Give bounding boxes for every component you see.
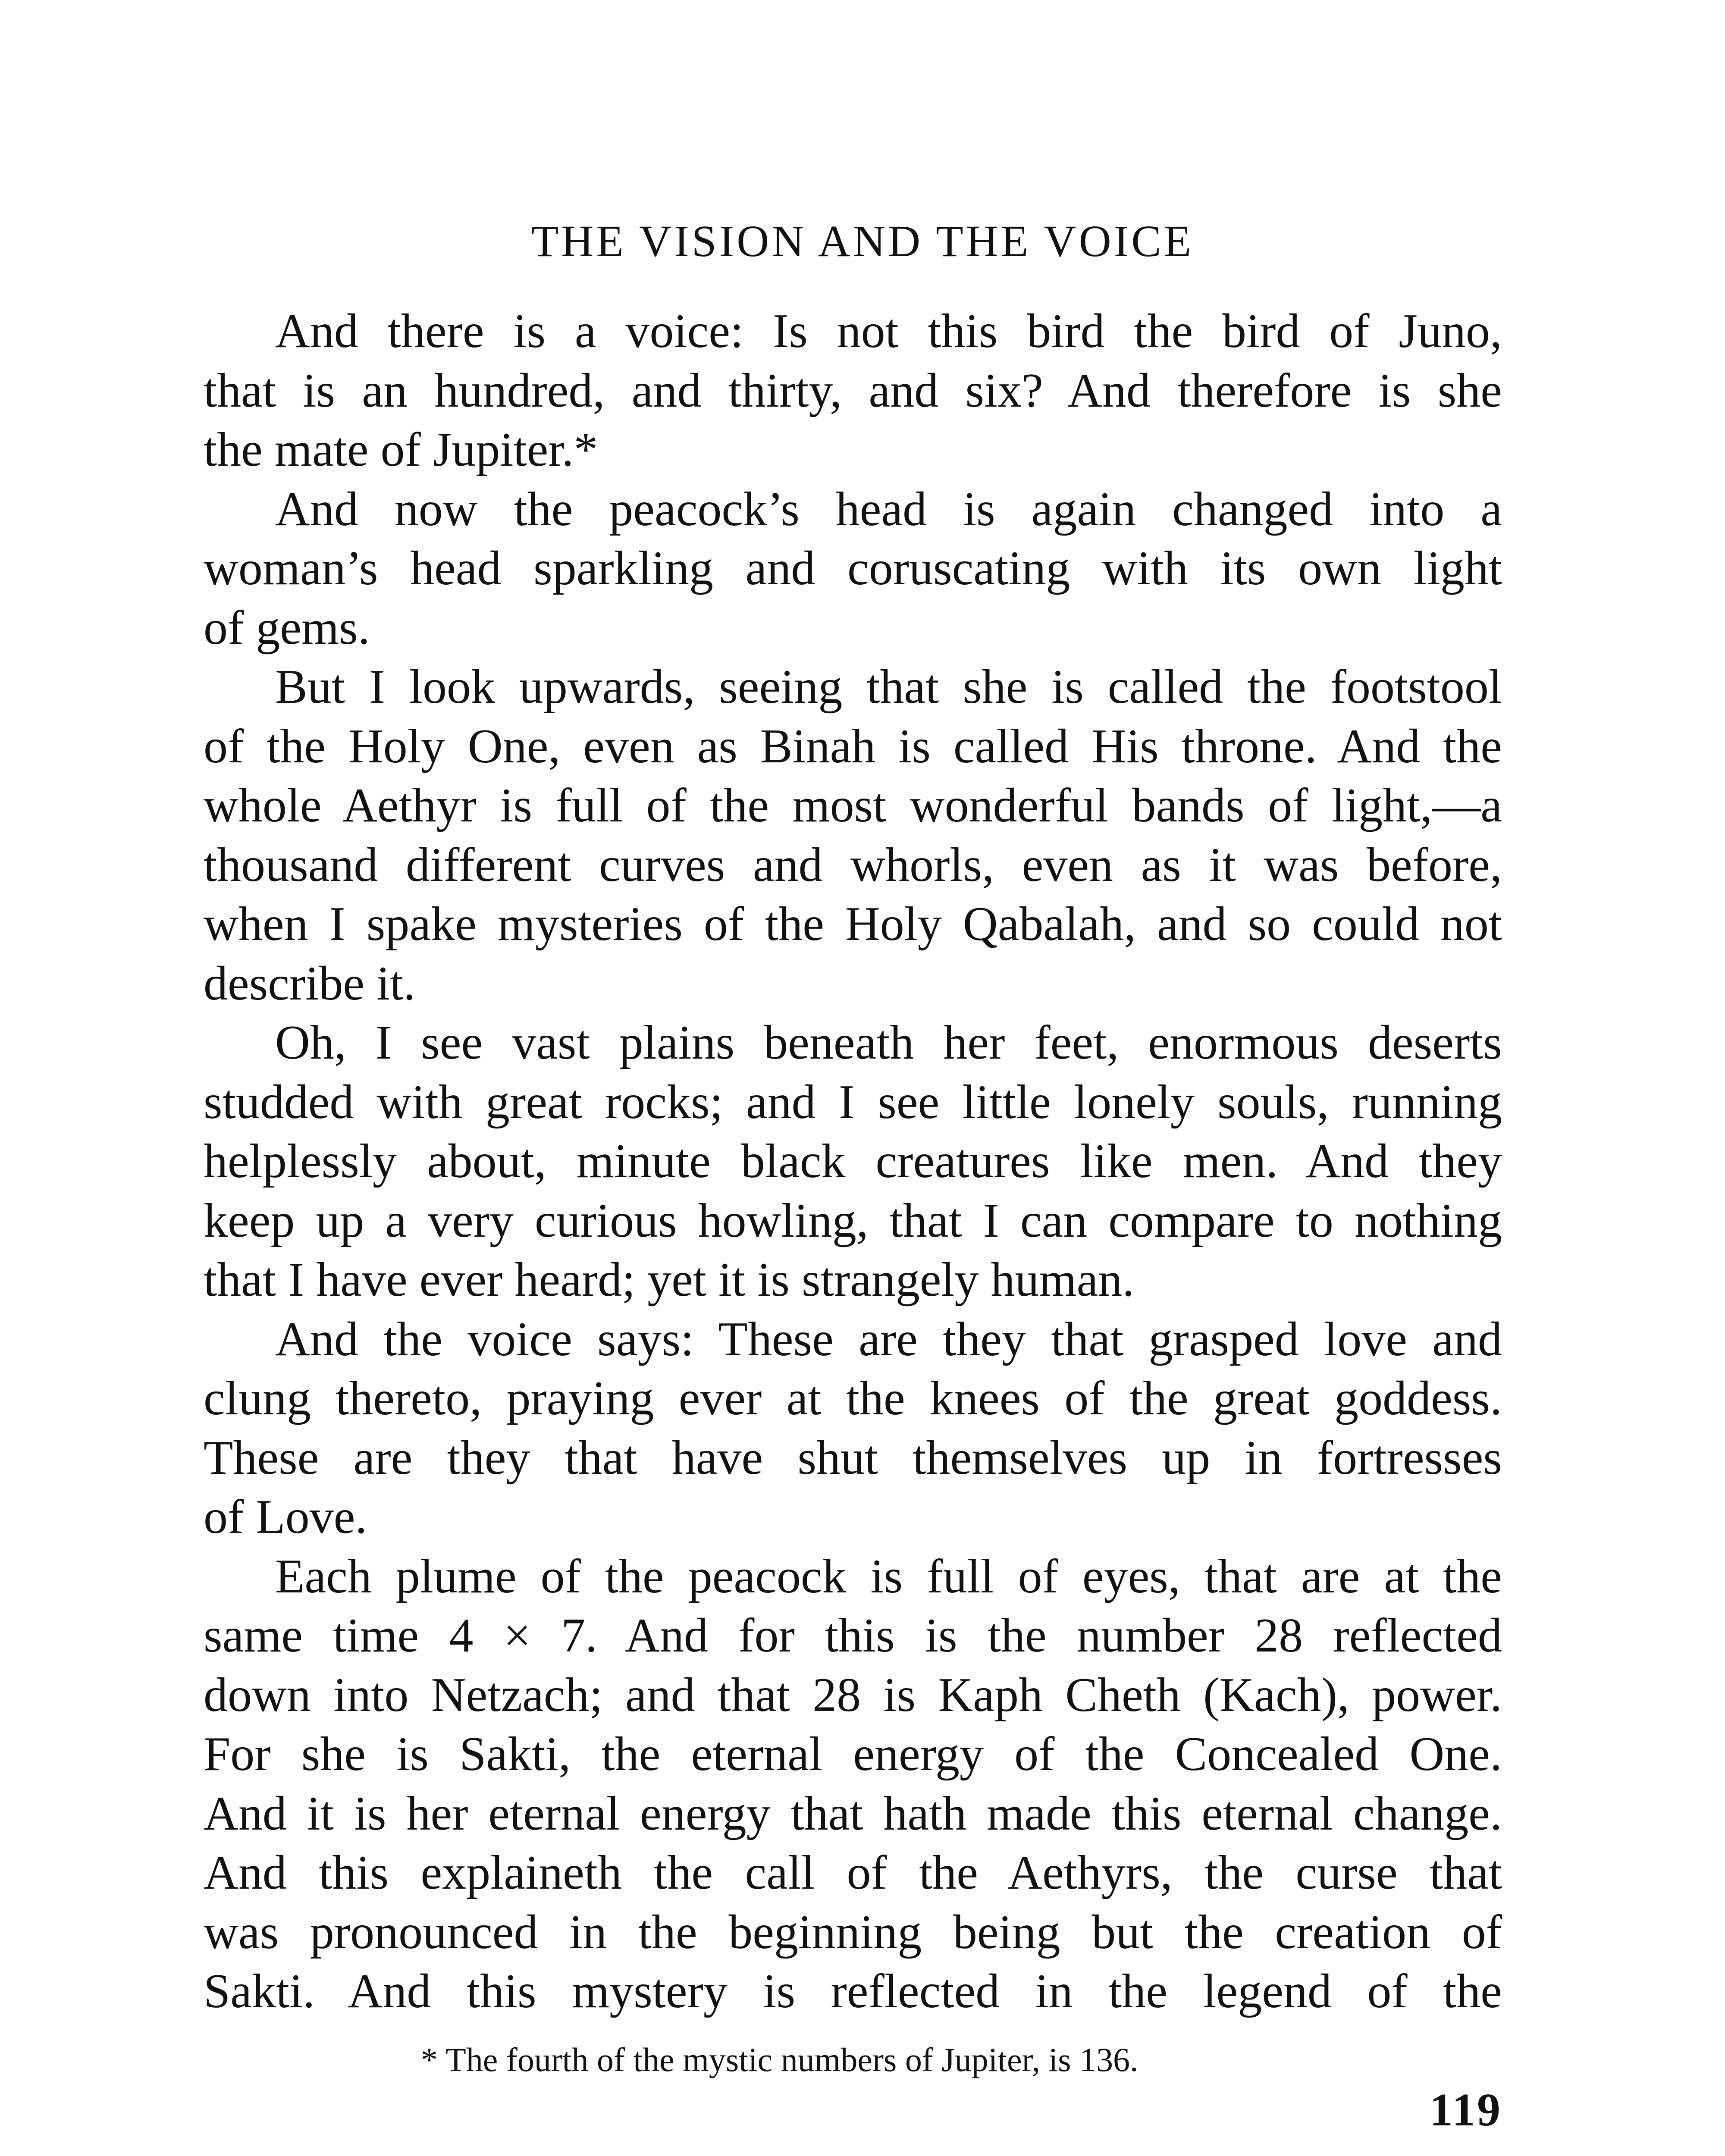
text-line: of the Holy One, even as Binah is called His throne. And the xyxy=(204,719,1502,773)
text-line: helplessly about, minute black creatures like men. And they xyxy=(204,1134,1502,1188)
text-line: These are they that have shut themselves up in fortresses xyxy=(204,1431,1502,1485)
body-text xyxy=(204,302,1502,2021)
page-number: 119 xyxy=(1429,2084,1502,2136)
text-line: of Love. xyxy=(204,1490,367,1544)
text-line: keep up a very curious howling, that I can compare to nothing xyxy=(204,1194,1502,1247)
text-line: Sakti. And this mystery is reflected in the legend of the xyxy=(204,1965,1502,2018)
text-line: when I spake mysteries of the Holy Qabalah, and so could not xyxy=(204,897,1502,951)
text-line: clung thereto, praying ever at the knees of the great goddess. xyxy=(204,1372,1502,1425)
text-line: down into Netzach; and that 28 is Kaph Cheth (Kach), power. xyxy=(204,1668,1502,1722)
running-head: THE VISION AND THE VOICE xyxy=(531,216,1194,266)
text-line: same time 4 × 7. And for this is the number 28 reflected xyxy=(204,1609,1502,1662)
footnote: * The fourth of the mystic numbers of Jupiter, is 136. xyxy=(421,2041,1138,2078)
text-line: Oh, I see vast plains beneath her feet, enormous deserts xyxy=(275,1016,1502,1069)
text-line: And this explaineth the call of the Aethyrs, the curse that xyxy=(204,1846,1502,1899)
text-line: that I have ever heard; yet it is strangely human. xyxy=(204,1253,1135,1307)
text-line: was pronounced in the beginning being but the creation of xyxy=(204,1905,1502,1959)
text-line: that is an hundred, and thirty, and six? And therefore is she xyxy=(204,364,1502,417)
text-line: studded with great rocks; and I see little lonely souls, running xyxy=(204,1075,1502,1129)
text-line: the mate of Jupiter.* xyxy=(204,423,598,476)
text-line: Each plume of the peacock is full of eyes, that are at the xyxy=(275,1549,1502,1603)
text-line: describe it. xyxy=(204,956,416,1010)
text-line: And the voice says: These are they that grasped love and xyxy=(275,1312,1502,1366)
text-line: And it is her eternal energy that hath made this eternal change. xyxy=(204,1786,1502,1840)
text-line: woman’s head sparkling and coruscating with its own light xyxy=(204,542,1502,595)
text-line: For she is Sakti, the eternal energy of the Concealed One. xyxy=(204,1727,1502,1781)
text-line: But I look upwards, seeing that she is called the footstool xyxy=(275,660,1502,714)
text-line: whole Aethyr is full of the most wonderful bands of light,—a xyxy=(204,779,1502,832)
text-line: And now the peacock’s head is again changed into a xyxy=(275,482,1502,536)
text-line: of gems. xyxy=(204,601,370,655)
text-line: thousand different curves and whorls, even as it was before, xyxy=(204,838,1502,892)
text-line: And there is a voice: Is not this bird the bird of Juno, xyxy=(275,304,1502,358)
